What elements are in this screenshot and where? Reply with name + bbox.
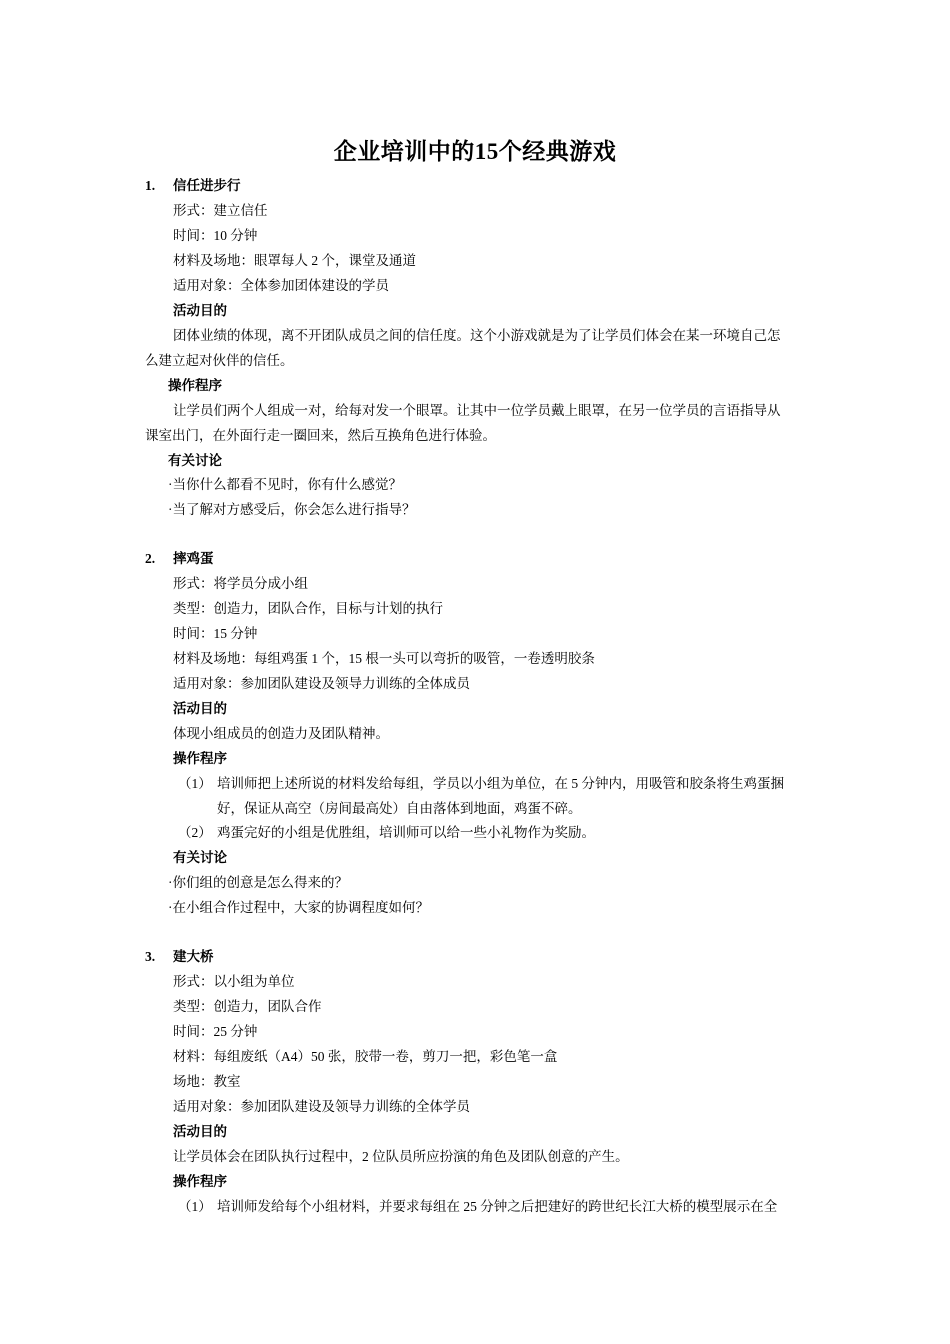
game-2-step2-number: （2） (178, 825, 212, 840)
game-2-step1-line1: 培训师把上述所说的材料发给每组，学员以小组为单位，在 5 分钟内，用吸管和胶条将生鸡蛋捆 (217, 776, 784, 791)
game-2-time: 时间：15 分钟 (173, 626, 258, 641)
game-3-type: 类型：创造力，团队合作 (173, 999, 322, 1014)
game-3-step1-number: （1） (178, 1199, 212, 1214)
game-1-procedure-line1: 让学员们两个人组成一对，给每对发一个眼罩。让其中一位学员戴上眼罩，在另一位学员的言语指导从 (173, 403, 781, 418)
game-2-step1-line2: 好，保证从高空（房间最高处）自由落体到地面，鸡蛋不碎。 (217, 801, 582, 816)
game-2-purpose-heading: 活动目的 (173, 701, 227, 716)
game-2-purpose-line1: 体现小组成员的创造力及团队精神。 (173, 726, 389, 741)
game-2-number: 2. (145, 551, 156, 566)
game-2-audience: 适用对象：参加团队建设及领导力训练的全体成员 (173, 676, 470, 691)
game-1-discussion-heading: 有关讨论 (168, 453, 222, 468)
document-title: 企业培训中的15个经典游戏 (333, 139, 617, 164)
game-1-purpose-heading: 活动目的 (173, 303, 227, 318)
game-1-purpose-line2: 么建立起对伙伴的信任。 (145, 353, 294, 368)
game-1-time: 时间：10 分钟 (173, 228, 258, 243)
game-2-type: 类型：创造力，团队合作，目标与计划的执行 (173, 601, 443, 616)
game-1-procedure-line2: 课室出门，在外面行走一圈回来，然后互换角色进行体验。 (145, 428, 496, 443)
game-1-number: 1. (145, 178, 156, 193)
game-3-form: 形式：以小组为单位 (173, 974, 295, 989)
game-2-discussion-q2: ·在小组合作过程中，大家的协调程度如何？ (168, 900, 429, 915)
game-2-step1-number: （1） (178, 776, 212, 791)
game-3-venue: 场地：教室 (173, 1074, 241, 1089)
game-3-audience: 适用对象：参加团队建设及领导力训练的全体学员 (173, 1099, 470, 1114)
game-2-discussion-q1: ·你们组的创意是怎么得来的？ (168, 875, 348, 890)
game-2-discussion-heading: 有关讨论 (173, 850, 227, 865)
game-1-audience: 适用对象：全体参加团体建设的学员 (173, 278, 389, 293)
game-2-procedure-heading: 操作程序 (173, 751, 227, 766)
game-1-discussion-q2: ·当了解对方感受后，你会怎么进行指导？ (168, 502, 416, 517)
game-1-discussion-q1: ·当你什么都看不见时，你有什么感觉？ (168, 477, 402, 492)
game-3-purpose-line1: 让学员体会在团队执行过程中，2 位队员所应扮演的角色及团队创意的产生。 (173, 1149, 629, 1164)
game-3-number: 3. (145, 949, 156, 964)
game-3-title: 建大桥 (173, 949, 214, 964)
game-2-step2-line1: 鸡蛋完好的小组是优胜组，培训师可以给一些小礼物作为奖励。 (217, 825, 595, 840)
game-3-materials: 材料：每组废纸（A4）50 张，胶带一卷，剪刀一把，彩色笔一盒 (173, 1049, 558, 1064)
game-3-procedure-heading: 操作程序 (173, 1174, 227, 1189)
game-3-step1-line1: 培训师发给每个小组材料，并要求每组在 25 分钟之后把建好的跨世纪长江大桥的模型展示在全 (217, 1199, 778, 1214)
game-3-purpose-heading: 活动目的 (173, 1124, 227, 1139)
game-2-form: 形式：将学员分成小组 (173, 576, 308, 591)
game-2-materials: 材料及场地：每组鸡蛋 1 个，15 根一头可以弯折的吸管，一卷透明胶条 (173, 651, 595, 666)
game-1-purpose-line1: 团体业绩的体现，离不开团队成员之间的信任度。这个小游戏就是为了让学员们体会在某一环境自己怎 (173, 328, 781, 343)
game-1-form: 形式：建立信任 (173, 203, 268, 218)
game-2-title: 摔鸡蛋 (173, 551, 214, 566)
game-1-procedure-heading: 操作程序 (168, 378, 222, 393)
game-1-title: 信任进步行 (173, 178, 241, 193)
game-1-materials: 材料及场地：眼罩每人 2 个，课堂及通道 (173, 253, 416, 268)
game-3-time: 时间：25 分钟 (173, 1024, 258, 1039)
